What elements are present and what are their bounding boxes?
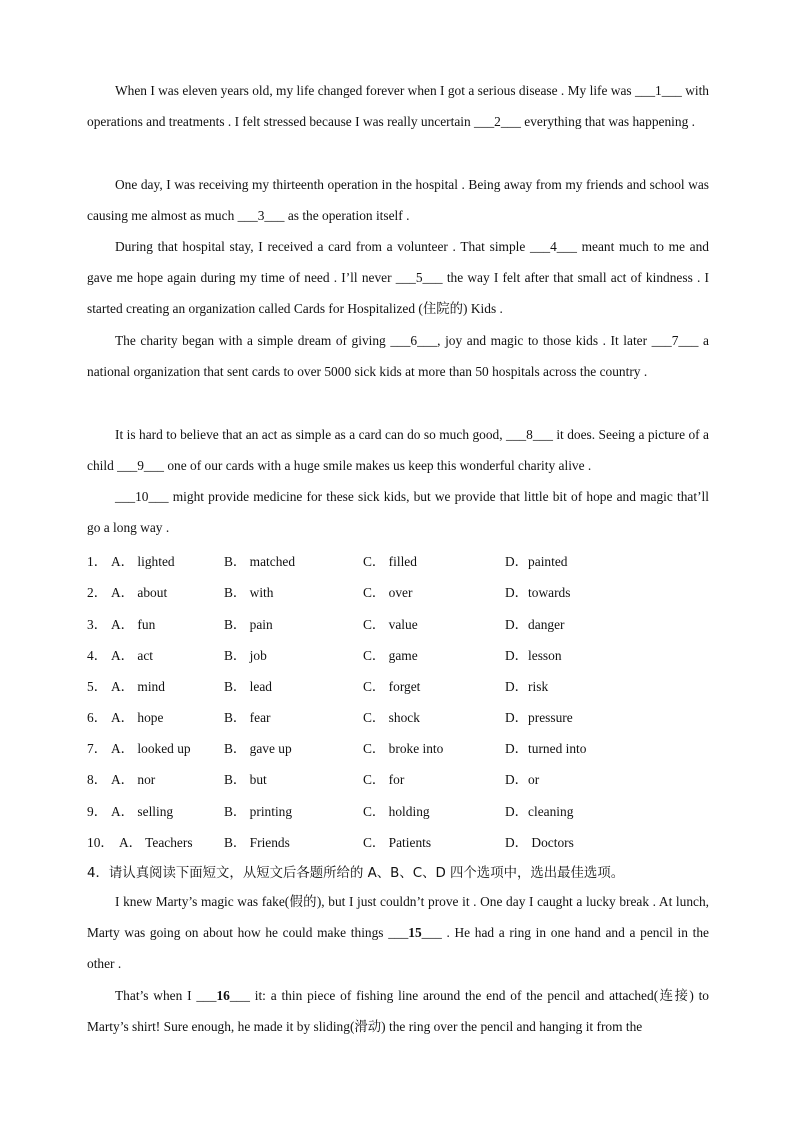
option-c[interactable]: C． game bbox=[363, 648, 418, 663]
passage-paragraph-1: When I was eleven years old, my life changed forever when I got a serious disease . My life was ___1___ with operations and treatments . I felt stressed because I was really uncertain ___2___ everything that was happening . bbox=[87, 83, 709, 130]
option-a[interactable]: A． lighted bbox=[111, 554, 175, 569]
option-d[interactable]: D． Doctors bbox=[505, 835, 574, 850]
option-d[interactable]: D．towards bbox=[505, 585, 571, 600]
passage-paragraph-2: One day, I was receiving my thirteenth operation in the hospital . Being away from my friends and school was causing me almost as much ___3___ as the operation itself . bbox=[87, 177, 709, 224]
question-number: 9． bbox=[87, 804, 108, 819]
passage-paragraph-3: During that hospital stay, I received a card from a volunteer . That simple ___4___ meant much to me and gave me hope again during my time of need . I’ll never ___5___ the way I felt after that small act of kindness . I started creating an organization called Cards for Hospitalized (住院的) Kids . bbox=[87, 239, 709, 317]
section-4-paragraph-1: I knew Marty’s magic was fake(假的), but I just couldn’t prove it . One day I caught a lucky break . At lunch, Marty was going on about how he could make things ___15___ . He had a ring in one hand and a pencil in the other . bbox=[87, 894, 709, 972]
question-number: 10． bbox=[87, 835, 114, 850]
option-c[interactable]: C． over bbox=[363, 585, 413, 600]
option-b[interactable]: B． matched bbox=[224, 554, 296, 569]
option-c[interactable]: C． shock bbox=[363, 710, 420, 725]
section-4-paragraph-2: That’s when I ___16___ it: a thin piece of fishing line around the end of the pencil and attached(连接) to Marty’s shirt! Sure enough, he made it by sliding(滑动) the ring over the pencil and hanging it from the bbox=[87, 988, 709, 1035]
option-b[interactable]: B． job bbox=[224, 648, 267, 663]
question-number: 2． bbox=[87, 585, 108, 600]
option-a[interactable]: A． fun bbox=[111, 617, 156, 632]
option-a[interactable]: A． nor bbox=[111, 772, 156, 787]
question-number: 3． bbox=[87, 617, 108, 632]
passage-paragraph-6: ___10___ might provide medicine for these sick kids, but we provide that little bit of hope and magic that’ll go a long way . bbox=[87, 489, 709, 536]
option-b[interactable]: B． with bbox=[224, 585, 274, 600]
option-a[interactable]: A． mind bbox=[111, 679, 165, 694]
question-number: 1． bbox=[87, 554, 108, 569]
passage-paragraph-5: It is hard to believe that an act as simple as a card can do so much good, ___8___ it does. Seeing a picture of a child ___9___ one of our cards with a huge smile makes us keep this wonderful charity alive . bbox=[87, 427, 709, 474]
option-c[interactable]: C． filled bbox=[363, 554, 417, 569]
option-d[interactable]: D．or bbox=[505, 772, 540, 787]
option-b[interactable]: B． Friends bbox=[224, 835, 290, 850]
question-number: 5． bbox=[87, 679, 108, 694]
question-number: 6． bbox=[87, 710, 108, 725]
option-b[interactable]: B． printing bbox=[224, 804, 293, 819]
option-c[interactable]: C． broke into bbox=[363, 741, 444, 756]
blank-16: 16 bbox=[216, 988, 230, 1003]
option-b[interactable]: B． pain bbox=[224, 617, 273, 632]
option-b[interactable]: B． but bbox=[224, 772, 267, 787]
option-c[interactable]: C． Patients bbox=[363, 835, 432, 850]
option-d[interactable]: D．cleaning bbox=[505, 804, 574, 819]
option-a[interactable]: A． looked up bbox=[111, 741, 191, 756]
option-c[interactable]: C． for bbox=[363, 772, 405, 787]
section-4-instructions: 4．请认真阅读下面短文，从短文后各题所给的 A、B、C、D 四个选项中，选出最佳选项。 bbox=[87, 866, 625, 881]
option-a[interactable]: A． about bbox=[111, 585, 168, 600]
option-a[interactable]: A． Teachers bbox=[119, 835, 193, 850]
option-c[interactable]: C． forget bbox=[363, 679, 421, 694]
option-d[interactable]: D．lesson bbox=[505, 648, 562, 663]
option-b[interactable]: B． gave up bbox=[224, 741, 292, 756]
option-d[interactable]: D．pressure bbox=[505, 710, 573, 725]
option-b[interactable]: B． lead bbox=[224, 679, 272, 694]
option-a[interactable]: A． hope bbox=[111, 710, 164, 725]
question-number: 7． bbox=[87, 741, 108, 756]
option-d[interactable]: D．danger bbox=[505, 617, 565, 632]
option-a[interactable]: A． act bbox=[111, 648, 154, 663]
option-b[interactable]: B． fear bbox=[224, 710, 271, 725]
option-d[interactable]: D．risk bbox=[505, 679, 549, 694]
option-c[interactable]: C． value bbox=[363, 617, 418, 632]
question-number: 8． bbox=[87, 772, 108, 787]
blank-15: 15 bbox=[408, 925, 422, 941]
passage-paragraph-4: The charity began with a simple dream of giving ___6___, joy and magic to those kids . It later ___7___ a national organization that sent cards to over 5000 sick kids at more than 50 hospitals across the country . bbox=[87, 333, 709, 380]
question-number: 4． bbox=[87, 648, 108, 663]
option-d[interactable]: D．turned into bbox=[505, 741, 587, 756]
option-d[interactable]: D．painted bbox=[505, 554, 568, 569]
option-a[interactable]: A． selling bbox=[111, 804, 174, 819]
option-c[interactable]: C． holding bbox=[363, 804, 430, 819]
